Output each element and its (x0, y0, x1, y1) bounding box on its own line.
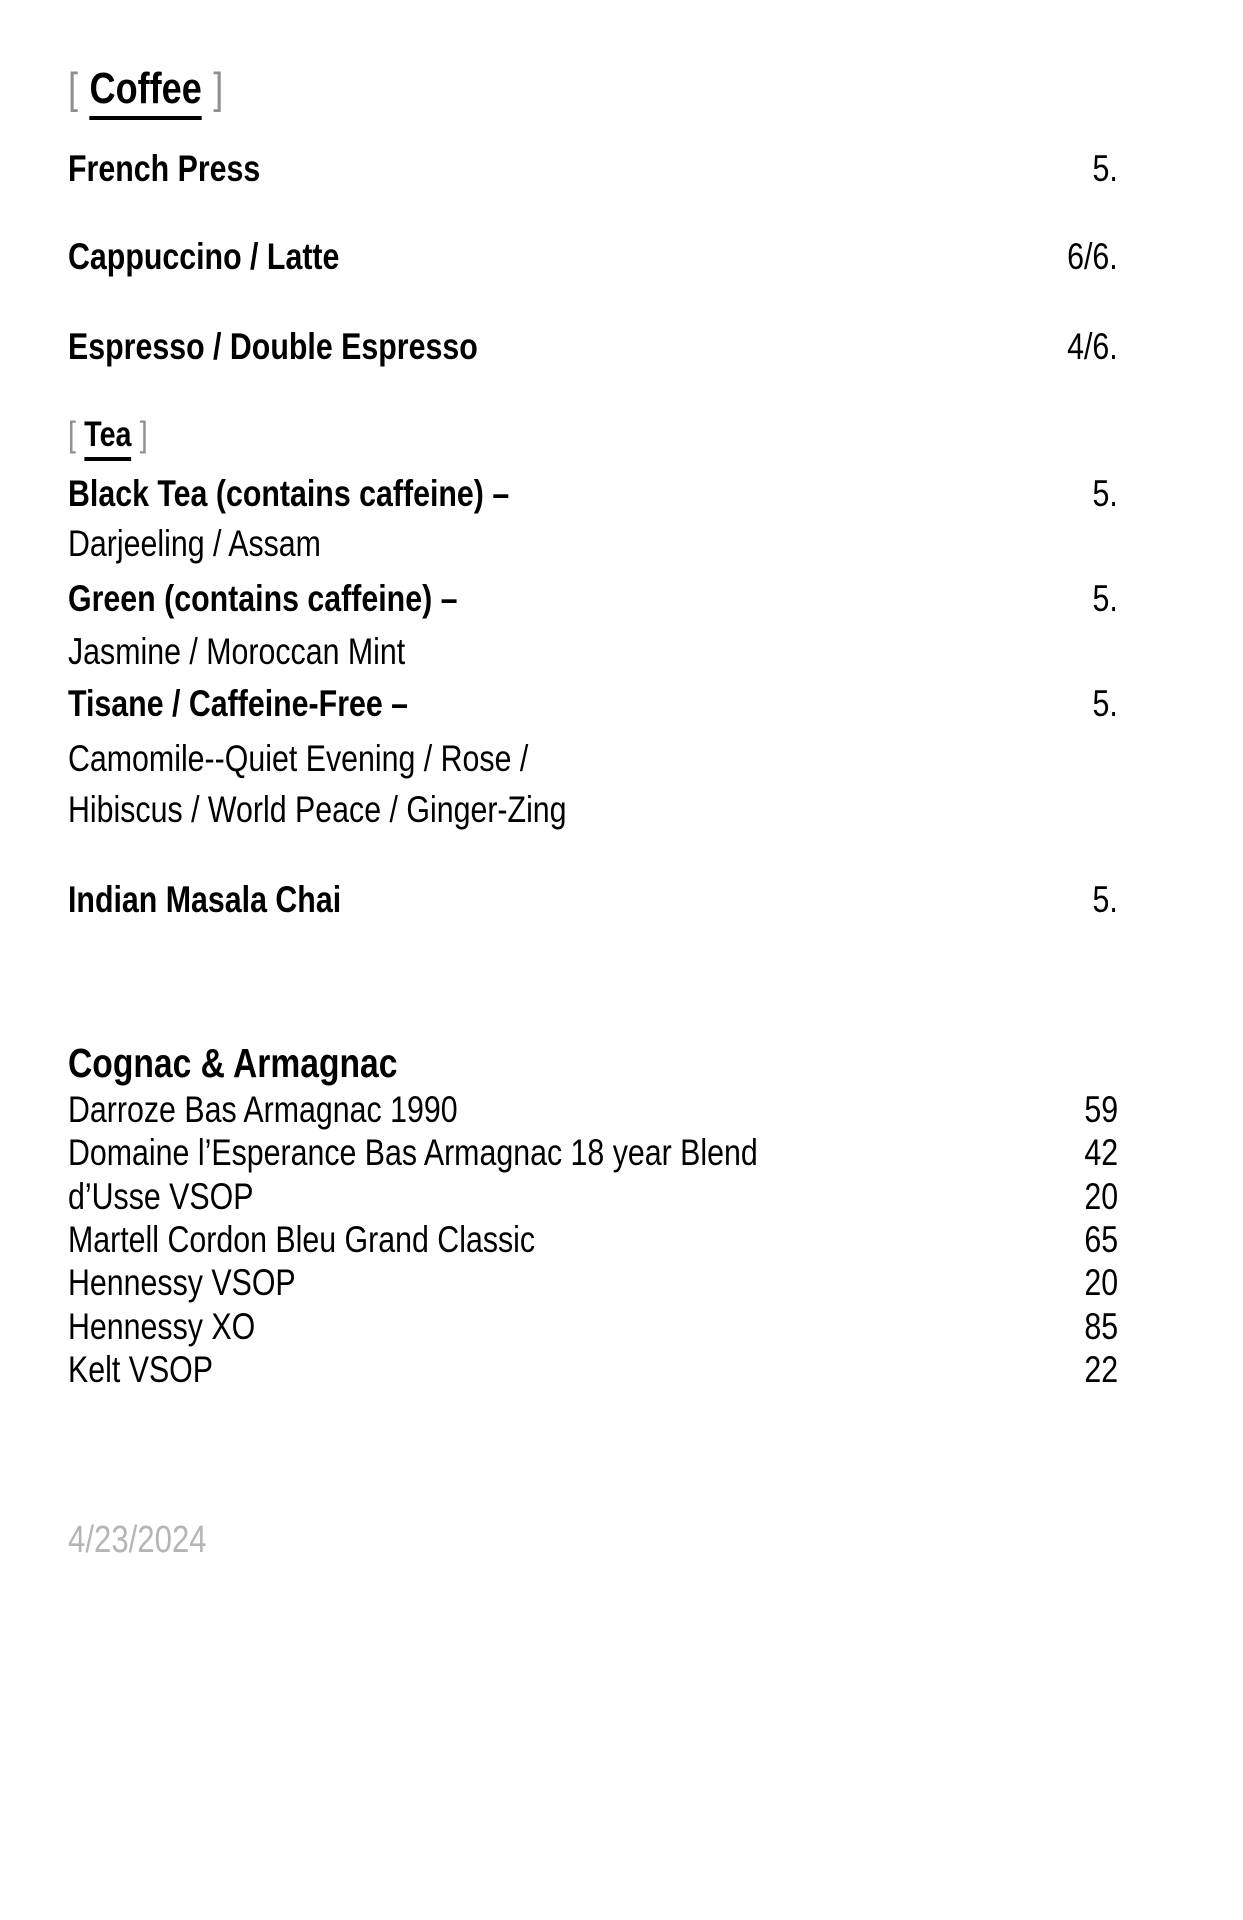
item-name: Green (contains caffeine) – (68, 578, 458, 619)
menu-item-row (68, 1308, 1118, 1345)
menu-item-row (68, 328, 1118, 365)
menu-item-row (68, 1178, 1118, 1215)
item-description-text: Darjeeling / Assam (68, 523, 321, 564)
item-name: Domaine l’Esperance Bas Armagnac 18 year Blend (68, 1132, 758, 1173)
menu-item-row (68, 1264, 1118, 1301)
item-description-text: Camomile--Quiet Evening / Rose / (68, 738, 529, 779)
item-price: 5. (1092, 578, 1118, 619)
item-name: French Press (68, 148, 261, 189)
item-price: 20 (1084, 1262, 1118, 1303)
item-description (68, 525, 1118, 562)
item-name: Espresso / Double Espresso (68, 326, 478, 367)
item-price: 85 (1084, 1306, 1118, 1347)
date-text: 4/23/2024 (68, 1519, 207, 1561)
item-name: Hennessy XO (68, 1306, 256, 1347)
item-price: 5. (1092, 683, 1118, 724)
item-price: 59 (1084, 1089, 1118, 1130)
menu-item-row (68, 685, 1118, 722)
item-name: Darroze Bas Armagnac 1990 (68, 1089, 458, 1130)
item-name: Hennessy VSOP (68, 1262, 296, 1303)
header-bracket-open: [ (68, 415, 76, 454)
item-description-text: Hibiscus / World Peace / Ginger-Zing (68, 789, 567, 830)
item-price: 22 (1084, 1349, 1118, 1390)
section-title-cognac (68, 1040, 1118, 1086)
section-header-coffee-text (68, 64, 224, 113)
menu-item-row (68, 580, 1118, 617)
section-title-tea: Tea (84, 415, 131, 461)
menu-item-row (68, 1091, 1118, 1128)
item-price: 5. (1092, 148, 1118, 189)
item-description-text: Jasmine / Moroccan Mint (68, 631, 406, 672)
section-header-tea-text (68, 417, 148, 452)
menu-item-row (68, 881, 1118, 918)
item-name: Kelt VSOP (68, 1349, 214, 1390)
header-bracket-close: ] (213, 64, 224, 113)
item-description (68, 740, 1118, 777)
item-name: Martell Cordon Bleu Grand Classic (68, 1219, 536, 1260)
date-stamp (68, 1521, 1118, 1559)
item-price: 6/6. (1067, 236, 1118, 277)
item-price: 5. (1092, 879, 1118, 920)
item-name: Indian Masala Chai (68, 879, 342, 920)
item-price: 65 (1084, 1219, 1118, 1260)
menu-item-row (68, 1351, 1118, 1388)
section-header-tea (68, 417, 1118, 452)
menu-item-row (68, 1221, 1118, 1258)
item-price: 5. (1092, 473, 1118, 514)
menu-item-row (68, 1134, 1118, 1171)
header-bracket-open: [ (68, 64, 79, 113)
item-description (68, 791, 1118, 828)
section-title-coffee: Coffee (90, 64, 202, 120)
section-header-coffee (68, 64, 1118, 113)
section-title-cognac-text: Cognac & Armagnac (68, 1040, 398, 1086)
item-name: d’Usse VSOP (68, 1176, 254, 1217)
menu-item-row (68, 238, 1118, 275)
item-name: Tisane / Caffeine-Free – (68, 683, 409, 724)
menu-item-row (68, 150, 1118, 187)
item-price: 42 (1084, 1132, 1118, 1173)
item-description (68, 633, 1118, 670)
item-price: 4/6. (1067, 326, 1118, 367)
item-price: 20 (1084, 1176, 1118, 1217)
item-name: Cappuccino / Latte (68, 236, 340, 277)
item-name: Black Tea (contains caffeine) – (68, 473, 510, 514)
header-bracket-close: ] (139, 415, 148, 454)
menu-item-row (68, 475, 1118, 512)
